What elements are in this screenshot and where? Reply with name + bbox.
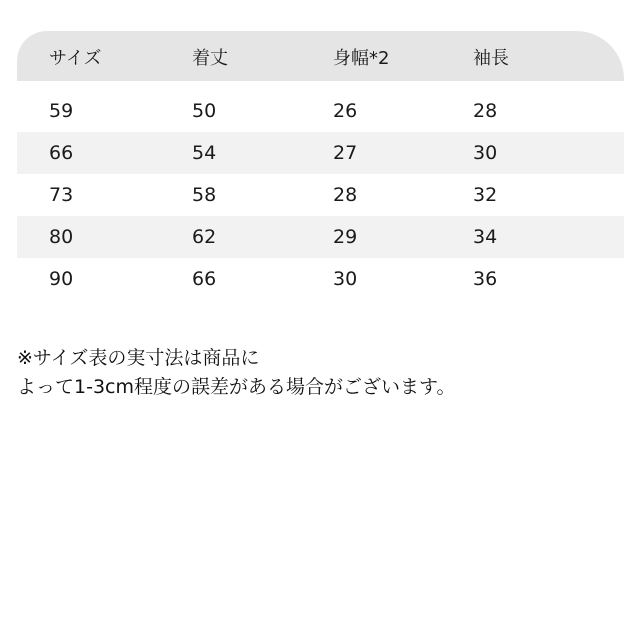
header-width: 身幅*2 — [333, 48, 390, 69]
size-note — [17, 344, 455, 402]
table-row — [17, 90, 624, 132]
cell-length: 54 — [192, 142, 217, 164]
cell-width: 27 — [333, 142, 358, 164]
cell-size: 59 — [49, 100, 74, 122]
table-row — [17, 132, 624, 174]
cell-sleeve: 32 — [473, 184, 498, 206]
cell-width: 29 — [333, 226, 358, 248]
cell-width: 28 — [333, 184, 358, 206]
cell-length: 50 — [192, 100, 217, 122]
note-line-2: よって1-3cm程度の誤差がある場合がございます。 — [17, 376, 456, 398]
cell-sleeve: 36 — [473, 268, 498, 290]
cell-sleeve: 28 — [473, 100, 498, 122]
table-header — [17, 31, 624, 81]
header-size: サイズ — [49, 48, 102, 69]
table-row — [17, 258, 624, 300]
table-row — [17, 216, 624, 258]
cell-length: 66 — [192, 268, 217, 290]
cell-size: 90 — [49, 268, 74, 290]
cell-width: 30 — [333, 268, 358, 290]
cell-size: 80 — [49, 226, 74, 248]
cell-sleeve: 30 — [473, 142, 498, 164]
note-line-1: ※サイズ表の実寸法は商品に — [17, 347, 260, 369]
header-spacer — [17, 81, 624, 90]
cell-size: 73 — [49, 184, 74, 206]
header-length: 着丈 — [192, 48, 228, 69]
cell-width: 26 — [333, 100, 358, 122]
cell-length: 58 — [192, 184, 217, 206]
cell-length: 62 — [192, 226, 217, 248]
cell-size: 66 — [49, 142, 74, 164]
header-sleeve: 袖長 — [473, 48, 509, 69]
table-row — [17, 174, 624, 216]
cell-sleeve: 34 — [473, 226, 498, 248]
size-table — [17, 31, 624, 300]
